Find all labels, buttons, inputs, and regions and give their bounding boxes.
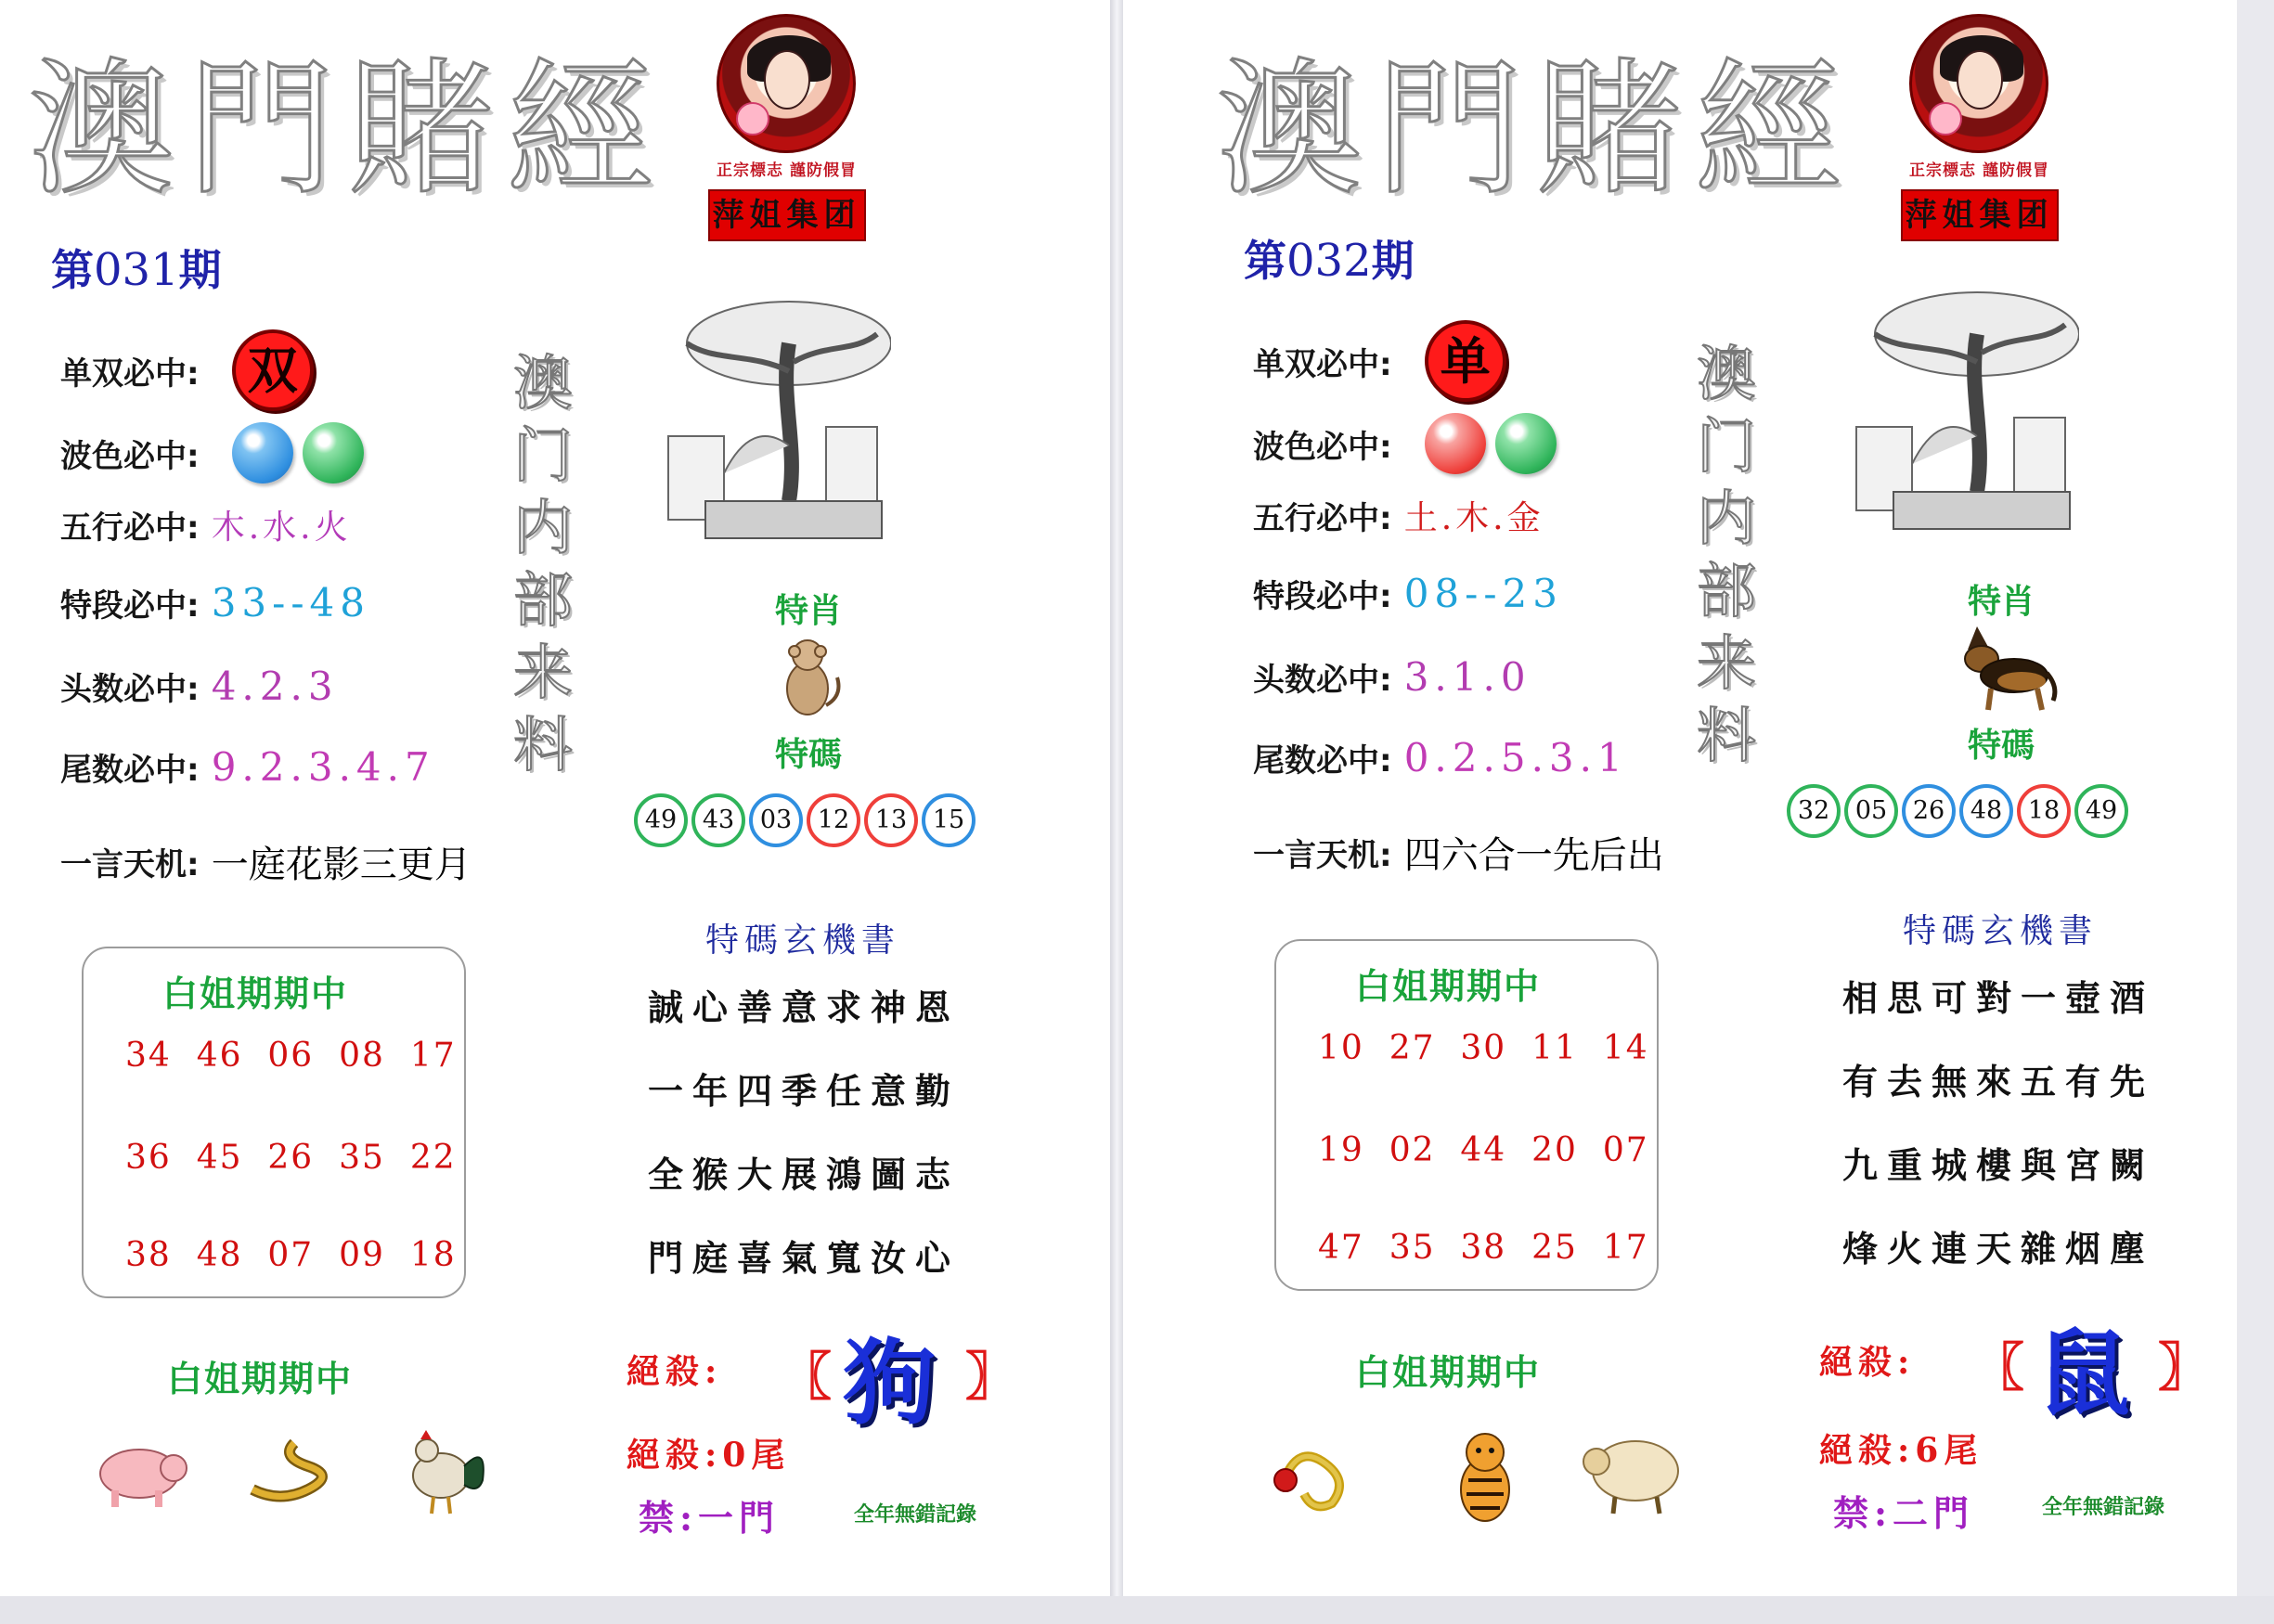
verse-line-2: 有去無來五有先 [1842, 1061, 2155, 1102]
portrait-emblem [1909, 14, 2048, 153]
verse-line-4: 烽火連天雜烟塵 [1842, 1228, 2155, 1270]
head-numbers-value: 3.1.0 [1403, 654, 1531, 700]
logo-caption: 正宗標志 謹防假冒 [1909, 161, 2049, 180]
bottom-title: 白姐期期中 [1355, 1351, 1542, 1393]
label-special-range: 特段必中: [60, 587, 200, 625]
special-numbers [634, 793, 979, 847]
verse-line-1: 相思可對一壺酒 [1842, 977, 2155, 1019]
row-special-range [60, 580, 370, 636]
kill-tail: 絕殺:0尾 [627, 1436, 791, 1475]
row-tail-numbers [60, 744, 435, 800]
special-zodiac-label: 特肖 [1968, 582, 2035, 621]
rooster-icon [394, 1424, 497, 1517]
verse-line-2: 一年四季任意勤 [648, 1070, 961, 1112]
scan-margin [0, 1596, 2274, 1624]
kill-tail: 絕殺:6尾 [1819, 1431, 1983, 1470]
label-special-range: 特段必中: [1253, 578, 1392, 615]
one-word-value: 四六合一先后出 [1403, 834, 1664, 877]
special-number-ball: 12 [807, 793, 860, 847]
grid-row-3: 47 35 38 25 17 [1318, 1229, 1649, 1267]
special-number-ball: 26 [1902, 784, 1956, 838]
ban-gate: 禁:一門 [639, 1497, 781, 1539]
verse-title: 特碼玄機書 [1903, 912, 2099, 950]
row-one-word [60, 835, 472, 891]
label-odd-even: 单双必中: [60, 354, 200, 393]
grid-row-2: 19 02 44 20 07 [1318, 1131, 1649, 1169]
tail-numbers-value: 9.2.3.4.7 [211, 744, 435, 790]
record-note: 全年無錯記錄 [2042, 1495, 2165, 1519]
sheep-icon [1578, 1424, 1689, 1517]
grid-box-title: 白姐期期中 [162, 973, 349, 1014]
number-grid-box [82, 947, 466, 1298]
special-number-ball: 13 [864, 793, 918, 847]
page-right [1123, 0, 2237, 1596]
ban-gate: 禁:二門 [1833, 1492, 1975, 1534]
label-wave-color: 波色必中: [1253, 428, 1392, 466]
grid-box-title: 白姐期期中 [1355, 965, 1542, 1007]
kill-bracket-open: 〖 [780, 1347, 832, 1408]
special-range-value: 08--23 [1403, 571, 1563, 616]
pig-icon [88, 1429, 190, 1513]
label-tail-numbers: 尾数必中: [60, 752, 200, 789]
record-note: 全年無錯記錄 [854, 1502, 977, 1527]
row-special-range [1253, 571, 1563, 626]
logo-brand-plate: 萍姐集团 [708, 189, 866, 241]
row-wuxing [60, 501, 352, 557]
special-number-ball: 15 [922, 793, 975, 847]
portrait-emblem [717, 14, 856, 153]
special-number-ball: 32 [1787, 784, 1841, 838]
kill-zodiac-value: 鼠 [2037, 1319, 2130, 1428]
label-odd-even: 单双必中: [1253, 345, 1392, 383]
kill-bracket-close: 〗 [965, 1347, 1017, 1408]
row-head-numbers [60, 664, 339, 719]
row-tail-numbers [1253, 735, 1628, 791]
row-head-numbers [1253, 654, 1531, 710]
brand-logo [1898, 14, 2061, 241]
masthead-title: 澳門賭經 [1216, 45, 1854, 215]
grid-row-3: 38 48 07 09 18 [125, 1236, 457, 1274]
bottom-title: 白姐期期中 [167, 1358, 354, 1399]
special-numbers [1787, 784, 2132, 838]
kill-zodiac-value: 狗 [843, 1328, 936, 1437]
wave-ball-red [1425, 413, 1486, 474]
dragon-icon [1267, 1424, 1369, 1517]
row-odd-even [1253, 320, 1506, 391]
label-tail-numbers: 尾数必中: [1253, 742, 1392, 780]
brand-logo [705, 14, 868, 241]
head-numbers-value: 4.2.3 [211, 664, 339, 709]
wave-ball-green [1495, 413, 1557, 474]
issue-number: 第031期 [51, 244, 222, 296]
label-head-numbers: 头数必中: [60, 671, 200, 708]
grid-row-2: 36 45 26 35 22 [125, 1139, 457, 1177]
page-left [0, 0, 1114, 1596]
tree-illustration [650, 288, 891, 548]
vertical-title: 澳 门 内 部 来 料 [513, 350, 573, 780]
wuxing-value: 木.水.火 [211, 509, 352, 547]
special-zodiac-label: 特肖 [775, 591, 843, 630]
verse-line-3: 全猴大展鴻圖志 [648, 1154, 961, 1195]
row-wuxing [1253, 492, 1544, 548]
special-number-ball: 49 [2074, 784, 2128, 838]
odd-even-badge: 单 [1425, 320, 1506, 402]
verse-line-3: 九重城樓與宮闕 [1842, 1144, 2155, 1186]
grid-row-1: 34 46 06 08 17 [125, 1037, 457, 1075]
kill-bracket-open: 〖 [1972, 1337, 2024, 1398]
logo-caption: 正宗標志 謹防假冒 [717, 161, 857, 180]
wave-ball-green [303, 422, 364, 483]
special-number-ball: 48 [1959, 784, 2013, 838]
special-number-ball: 18 [2017, 784, 2071, 838]
tail-numbers-value: 0.2.5.3.1 [1403, 735, 1628, 780]
verse-line-4: 門庭喜氣寬汝心 [648, 1237, 961, 1279]
tree-illustration [1838, 278, 2079, 538]
grid-row-1: 10 27 30 11 14 [1318, 1029, 1649, 1067]
label-head-numbers: 头数必中: [1253, 662, 1392, 699]
kill-zodiac-label: 絕殺: [1819, 1343, 1916, 1382]
verse-line-1: 誠心善意求神恩 [648, 986, 961, 1028]
odd-even-badge: 双 [232, 329, 314, 411]
label-wuxing: 五行必中: [60, 509, 200, 547]
monkey-icon [770, 631, 845, 724]
wave-ball-blue [232, 422, 293, 483]
special-range-value: 33--48 [211, 580, 370, 625]
label-wuxing: 五行必中: [1253, 500, 1392, 537]
special-number-ball: 03 [749, 793, 803, 847]
row-odd-even [60, 329, 314, 400]
one-word-value: 一庭花影三更月 [211, 844, 472, 886]
tiger-icon [1439, 1424, 1531, 1527]
label-one-word: 一言天机: [1253, 837, 1392, 874]
special-number-label: 特碼 [1968, 726, 2035, 765]
label-one-word: 一言天机: [60, 846, 200, 883]
row-wave-color [60, 422, 373, 478]
special-number-ball: 49 [634, 793, 688, 847]
dog-icon [1949, 622, 2061, 715]
special-number-ball: 43 [691, 793, 745, 847]
snake-icon [243, 1434, 345, 1508]
wuxing-value: 土.木.金 [1403, 499, 1544, 537]
logo-brand-plate: 萍姐集团 [1901, 189, 2059, 241]
row-wave-color [1253, 413, 1566, 469]
issue-number: 第032期 [1244, 235, 1415, 287]
kill-bracket-close: 〗 [2158, 1337, 2210, 1398]
vertical-title: 澳 门 内 部 来 料 [1697, 341, 1756, 771]
kill-zodiac-label: 絕殺: [627, 1352, 723, 1391]
verse-title: 特碼玄機書 [705, 922, 901, 960]
row-one-word [1253, 826, 1664, 882]
special-number-ball: 05 [1844, 784, 1898, 838]
special-number-label: 特碼 [775, 735, 843, 774]
label-wave-color: 波色必中: [60, 437, 200, 475]
number-grid-box [1274, 939, 1659, 1291]
masthead-title: 澳門賭經 [28, 45, 666, 215]
